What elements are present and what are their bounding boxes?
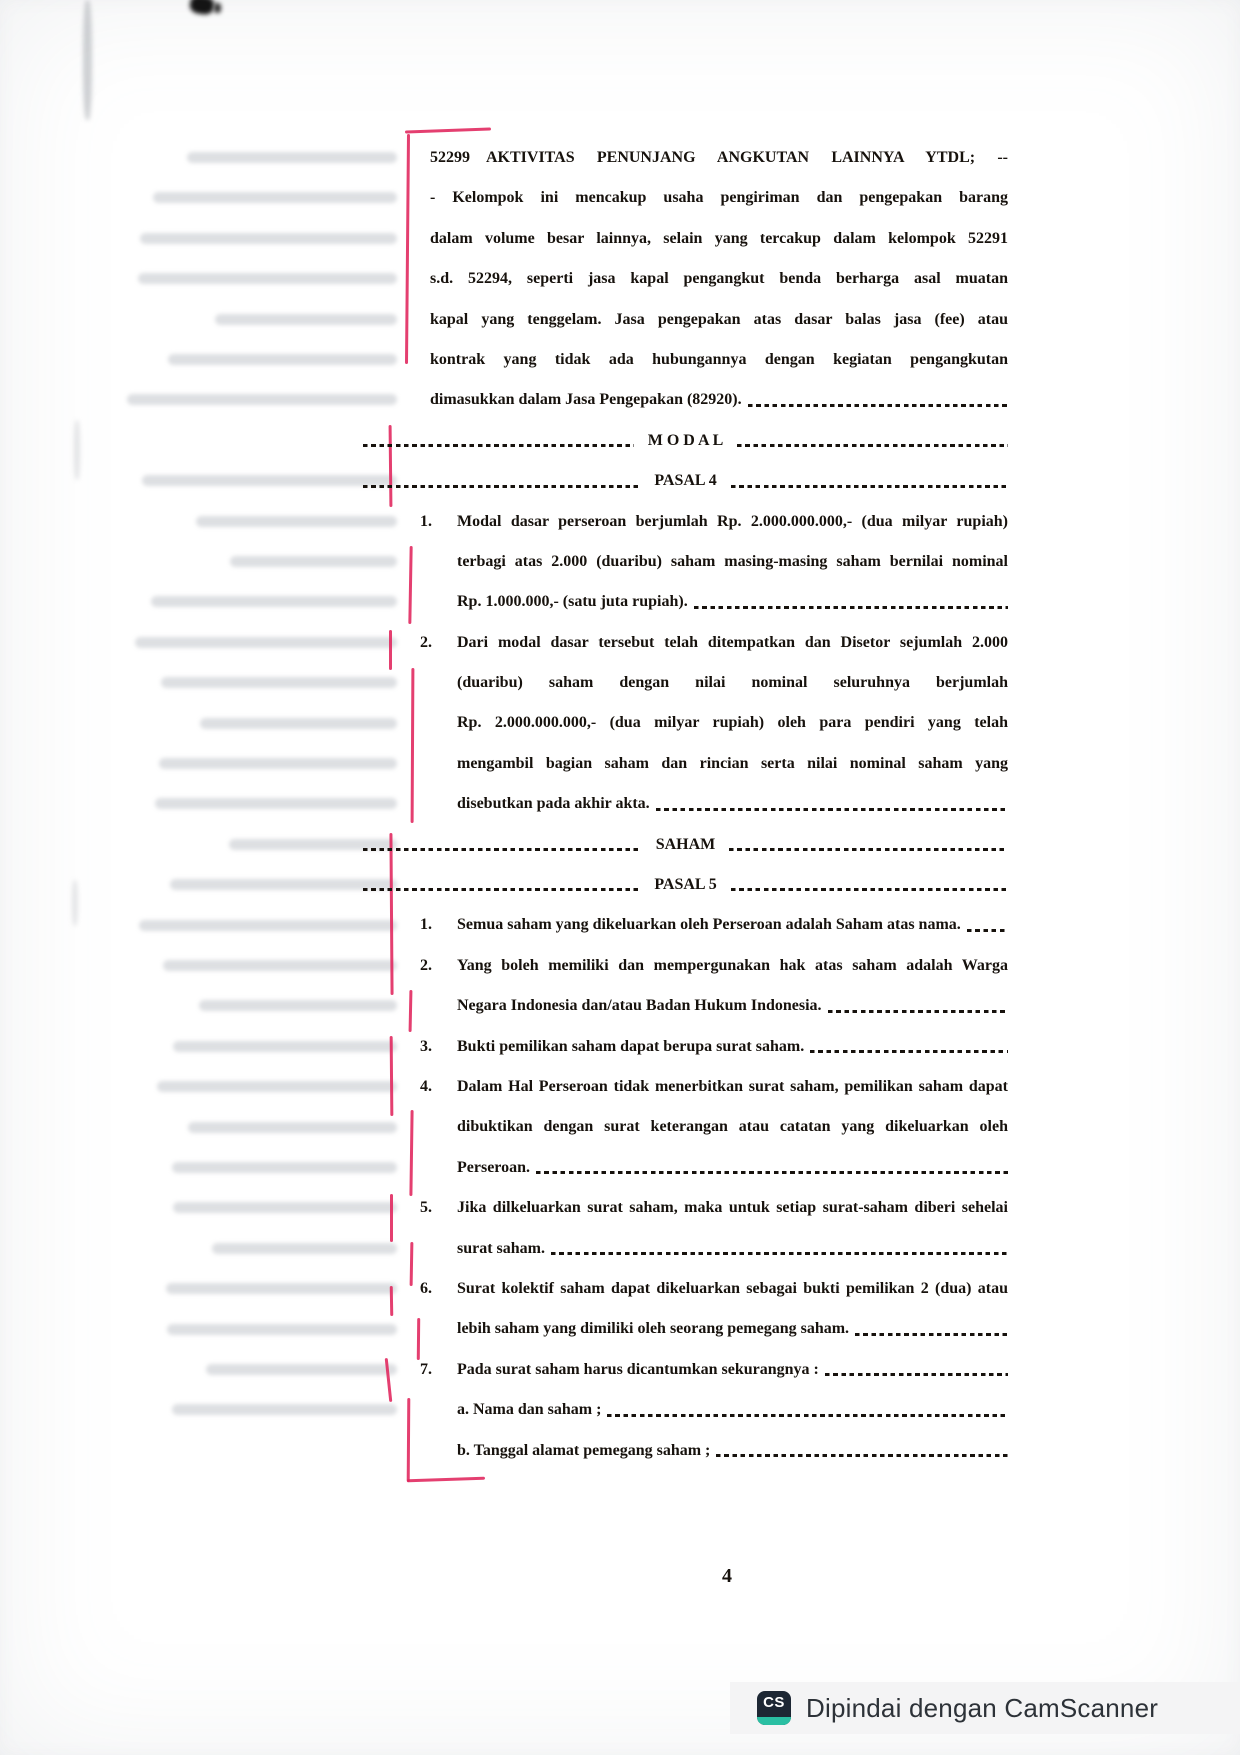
- section-heading: [363, 421, 1008, 461]
- bleed-through-line: [167, 1324, 397, 1335]
- heading-text: SAHAM: [655, 835, 716, 853]
- line-text: Bukti pemilikan saham dapat berupa surat saham.: [457, 1037, 805, 1055]
- scan-artifact: [189, 0, 215, 16]
- bleed-through-line: [206, 1364, 397, 1375]
- line-text: Perseroan.: [457, 1158, 531, 1176]
- dash-leader: [363, 848, 642, 851]
- line-text: a. Nama dan saham ;: [457, 1401, 602, 1419]
- bleed-through-line: [196, 516, 397, 527]
- line-text: terbagi atas 2.000 (duaribu) saham masing-masing saham bernilai nominal: [457, 552, 1008, 570]
- heading-text: PASAL 5: [654, 876, 717, 894]
- bleed-through-line: [215, 314, 397, 325]
- doc-line: [420, 1067, 1008, 1107]
- bleed-through-line: [135, 637, 397, 648]
- doc-line: [420, 138, 1008, 178]
- line-text: Rp. 1.000.000,- (satu juta rupiah).: [457, 593, 688, 611]
- item-number: 3.: [420, 1037, 432, 1055]
- bleed-through-line: [173, 1202, 397, 1213]
- dash-leader: [828, 1010, 1008, 1013]
- item-number: 6.: [420, 1279, 432, 1297]
- line-text: dalam volume besar lainnya, selain yang tercakup dalam kelompok 52291: [430, 229, 1008, 247]
- item-number: 5.: [420, 1199, 432, 1217]
- dash-leader: [551, 1252, 1008, 1255]
- bleed-through-line: [166, 1283, 397, 1294]
- line-text: Pada surat saham harus dicantumkan sekurangnya :: [457, 1360, 819, 1378]
- bleed-through-line: [142, 475, 397, 486]
- pen-mark: [390, 1194, 393, 1242]
- bleed-through-line: [139, 920, 397, 931]
- pen-mark: [389, 630, 392, 670]
- bleed-through-line: [159, 758, 397, 769]
- dash-leader: [729, 848, 1008, 851]
- doc-line: [420, 380, 1008, 420]
- bleed-through-line: [187, 152, 397, 163]
- doc-line: [420, 300, 1008, 340]
- item-number: 2.: [420, 633, 432, 651]
- doc-line: [420, 703, 1008, 743]
- section-heading: [363, 825, 1008, 865]
- item-number: 7.: [420, 1360, 432, 1378]
- pen-mark: [407, 1477, 485, 1483]
- camscanner-icon-label: CS: [763, 1694, 785, 1711]
- pen-mark: [405, 128, 491, 134]
- bleed-through-line: [153, 192, 397, 203]
- doc-line: [420, 340, 1008, 380]
- camscanner-footer: [730, 1682, 1240, 1734]
- bleed-through-line: [157, 1081, 397, 1092]
- dash-leader: [363, 444, 634, 447]
- doc-line: [420, 623, 1008, 663]
- line-text: Jika dilkeluarkan surat saham, maka untuk setiap surat-saham diberi sehelai: [457, 1199, 1008, 1217]
- dash-leader: [363, 888, 640, 891]
- doc-line: [420, 1107, 1008, 1147]
- pen-mark: [407, 1398, 410, 1482]
- doc-line: [420, 946, 1008, 986]
- doc-line: [420, 178, 1008, 218]
- bleed-through-line: [155, 798, 397, 809]
- bleed-through-line: [199, 1000, 397, 1011]
- doc-line: [420, 663, 1008, 703]
- line-text: dibuktikan dengan surat keterangan atau catatan yang dikeluarkan oleh: [457, 1118, 1008, 1136]
- bleed-through-line: [173, 1041, 397, 1052]
- line-text: surat saham.: [457, 1239, 546, 1257]
- doc-line: [420, 542, 1008, 582]
- item-number: 2.: [420, 956, 432, 974]
- line-text: Semua saham yang dikeluarkan oleh Perseroan adalah Saham atas nama.: [457, 916, 961, 934]
- bleed-through-line: [161, 677, 397, 688]
- line-text: - Kelompok ini mencakup usaha pengiriman dan pengepakan barang: [430, 189, 1008, 207]
- doc-line: [420, 259, 1008, 299]
- line-text: Rp. 2.000.000.000,- (dua milyar rupiah) oleh para pendiri yang telah: [457, 714, 1008, 732]
- dash-leader: [607, 1414, 1008, 1417]
- line-text: Surat kolektif saham dapat dikeluarkan sebagai bukti pemilikan 2 (dua) atau: [457, 1279, 1008, 1297]
- bleed-through-line: [127, 394, 397, 405]
- dash-leader: [810, 1050, 1008, 1053]
- dash-leader: [731, 888, 1008, 891]
- doc-line: [420, 1350, 1008, 1390]
- line-text: Yang boleh memiliki dan mempergunakan hak atas saham adalah Warga: [457, 956, 1008, 974]
- doc-line: [420, 1390, 1008, 1430]
- item-number: 4.: [420, 1077, 432, 1095]
- line-text: (duaribu) saham dengan nilai nominal seluruhnya berjumlah: [457, 674, 1008, 692]
- line-text: Modal dasar perseroan berjumlah Rp. 2.000.000.000,- (dua milyar rupiah): [457, 512, 1008, 530]
- page-number: 4: [722, 1565, 732, 1587]
- doc-line: [420, 1269, 1008, 1309]
- dash-leader: [363, 485, 640, 488]
- dash-leader: [737, 444, 1008, 447]
- doc-line: [420, 1188, 1008, 1228]
- dash-leader: [536, 1171, 1008, 1174]
- bleed-through-line: [172, 1162, 397, 1173]
- dash-leader: [825, 1373, 1008, 1376]
- dash-leader: [694, 606, 1008, 609]
- dash-leader: [855, 1333, 1008, 1336]
- line-text: mengambil bagian saham dan rincian serta nilai nominal saham yang: [457, 754, 1008, 772]
- scan-artifact: [74, 420, 80, 480]
- doc-line: [420, 502, 1008, 542]
- scan-artifact: [72, 880, 78, 926]
- dash-leader: [656, 808, 1008, 811]
- document-body: [420, 138, 1008, 1471]
- heading-text: M O D A L: [647, 431, 724, 449]
- pen-mark: [408, 546, 412, 624]
- line-text: b. Tanggal alamat pemegang saham ;: [457, 1441, 711, 1459]
- pen-mark: [410, 1242, 413, 1286]
- scan-artifact: [214, 3, 221, 13]
- bleed-through-line: [140, 233, 397, 244]
- pen-mark: [409, 1110, 413, 1196]
- dash-leader: [967, 929, 1008, 932]
- line-text: kontrak yang tidak ada hubungannya dengan kegiatan pengangkutan: [430, 350, 1008, 368]
- camscanner-watermark-text: Dipindai dengan CamScanner: [806, 1692, 1159, 1723]
- camscanner-icon: [757, 1691, 791, 1725]
- doc-line: [420, 1431, 1008, 1471]
- line-text: 52299 AKTIVITAS PENUNJANG ANGKUTAN LAINNYA YTDL; --: [430, 149, 1008, 166]
- scan-artifact: [83, 0, 92, 120]
- line-text: s.d. 52294, seperti jasa kapal pengangkut benda berharga asal muatan: [430, 270, 1008, 288]
- doc-line: [420, 905, 1008, 945]
- bleed-through-line: [163, 960, 397, 971]
- line-text: Negara Indonesia dan/atau Badan Hukum Indonesia.: [457, 997, 822, 1015]
- doc-line: [420, 1309, 1008, 1349]
- dash-leader: [716, 1454, 1008, 1457]
- doc-line: [420, 1229, 1008, 1269]
- dash-leader: [748, 404, 1008, 407]
- bleed-through-line: [151, 596, 397, 607]
- heading-text: PASAL 4: [654, 472, 717, 490]
- bleed-through-line: [188, 1122, 397, 1133]
- bleed-through-line: [230, 556, 397, 567]
- doc-line: [420, 784, 1008, 824]
- doc-line: [420, 219, 1008, 259]
- bleed-through-line: [168, 354, 397, 365]
- bleed-through-line: [200, 718, 397, 729]
- doc-line: [420, 744, 1008, 784]
- pen-mark: [409, 990, 412, 1032]
- item-number: 1.: [420, 512, 432, 530]
- line-text: kapal yang tenggelam. Jasa pengepakan atas dasar balas jasa (fee) atau: [430, 310, 1008, 328]
- pen-mark: [405, 134, 410, 364]
- pen-mark: [390, 1286, 393, 1316]
- item-number: 1.: [420, 916, 432, 934]
- section-heading: [363, 461, 1008, 501]
- line-text: disebutkan pada akhir akta.: [457, 795, 650, 813]
- dash-leader: [731, 485, 1008, 488]
- pen-mark: [411, 668, 414, 823]
- doc-line: [420, 986, 1008, 1026]
- bleed-through-line: [212, 1243, 397, 1254]
- line-text: lebih saham yang dimiliki oleh seorang pemegang saham.: [457, 1320, 850, 1338]
- section-heading: [363, 865, 1008, 905]
- line-text: Dalam Hal Perseroan tidak menerbitkan surat saham, pemilikan saham dapat: [457, 1077, 1008, 1095]
- bleed-through-line: [138, 273, 397, 284]
- camscanner-icon-band: [757, 1717, 791, 1725]
- doc-line: [420, 582, 1008, 622]
- line-text: Dari modal dasar tersebut telah ditempatkan dan Disetor sejumlah 2.000: [457, 633, 1008, 651]
- doc-line: [420, 1027, 1008, 1067]
- doc-line: [420, 1148, 1008, 1188]
- line-text: dimasukkan dalam Jasa Pengepakan (82920).: [430, 391, 742, 409]
- bleed-through-line: [172, 1404, 397, 1415]
